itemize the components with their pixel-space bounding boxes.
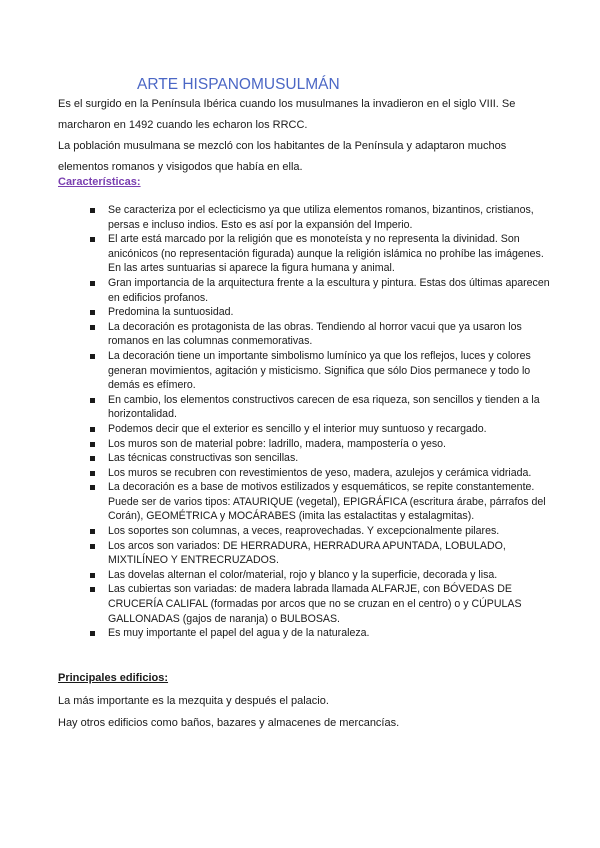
list-item: El arte está marcado por la religión que es monoteísta y no representa la divinidad. Son anicónicos (no representación figurada) aunque la religión islámica no prohíbe las imágenes. En las artes suntuarias si aparece la figura humana y animal.: [88, 232, 558, 276]
edificios-heading: Principales edificios:: [58, 672, 169, 684]
edificios-paragraph-1: La más importante es la mezquita y después el palacio.: [58, 695, 329, 707]
list-item: Los arcos son variados: DE HERRADURA, HERRADURA APUNTADA, LOBULADO, MIXTILÍNEO Y ENTRECRUZADOS.: [88, 539, 558, 568]
list-item: Los muros se recubren con revestimientos de yeso, madera, azulejos y cerámica vidriada.: [88, 466, 558, 481]
list-item: Es muy importante el papel del agua y de la naturaleza.: [88, 626, 558, 641]
list-item: La decoración es protagonista de las obras. Tendiendo al horror vacui que ya usaron los romanos en las columnas conmemorativas.: [88, 320, 558, 349]
list-item: Predomina la suntuosidad.: [88, 305, 558, 320]
caracteristicas-heading: Características:: [58, 176, 141, 188]
intro-paragraph-2: La población musulmana se mezcló con los habitantes de la Península y adaptaron muchos elementos romanos y visigodos que había en ella.: [58, 140, 507, 173]
list-item: Gran importancia de la arquitectura frente a la escultura y pintura. Estas dos últimas aparecen en edificios profanos.: [88, 276, 558, 305]
edificios-paragraph-2: Hay otros edificios como baños, bazares y almacenes de mercancías.: [58, 717, 400, 729]
caracteristicas-list: [88, 203, 558, 641]
list-item: Se caracteriza por el eclecticismo ya que utiliza elementos romanos, bizantinos, cristianos, persas e incluso indios. Esto es así por la expansión del Imperio.: [88, 203, 558, 232]
list-item: Las cubiertas son variadas: de madera labrada llamada ALFARJE, con BÓVEDAS DE CRUCERÍA CALIFAL (formadas por arcos que no se cruzan en el centro) o y CÚPULAS GALLONADAS (gajos de naranja) o BULBOSAS.: [88, 582, 558, 626]
list-item: Las técnicas constructivas son sencillas.: [88, 451, 558, 466]
list-item: La decoración tiene un importante simbolismo lumínico ya que los reflejos, luces y colores generan movimientos, agitación y misticismo. Significa que sólo Dios permanece y todo lo demás es efímero.: [88, 349, 558, 393]
list-item: Los muros son de material pobre: ladrillo, madera, mampostería o yeso.: [88, 437, 558, 452]
page-title: ARTE HISPANOMUSULMÁN: [137, 76, 340, 93]
list-item: En cambio, los elementos constructivos carecen de esa riqueza, son sencillos y tienden a la horizontalidad.: [88, 393, 558, 422]
list-item: Podemos decir que el exterior es sencillo y el interior muy suntuoso y recargado.: [88, 422, 558, 437]
list-item: Los soportes son columnas, a veces, reaprovechadas. Y excepcionalmente pilares.: [88, 524, 558, 539]
intro-paragraph-1: Es el surgido en la Península Ibérica cuando los musulmanes la invadieron en el siglo VIII. Se marcharon en 1492 cuando les echaron los RRCC.: [58, 98, 516, 131]
list-item: La decoración es a base de motivos estilizados y esquemáticos, se repite constantemente. Puede ser de varios tipos: ATAURIQUE (vegetal), EPIGRÁFICA (escritura árabe, párrafos del Corán), GEOMÉTRICA y MOCÁRABES (imita las estalactitas y estalagmitas).: [88, 480, 558, 524]
list-item: Las dovelas alternan el color/material, rojo y blanco y la superficie, decorada y lisa.: [88, 568, 558, 583]
